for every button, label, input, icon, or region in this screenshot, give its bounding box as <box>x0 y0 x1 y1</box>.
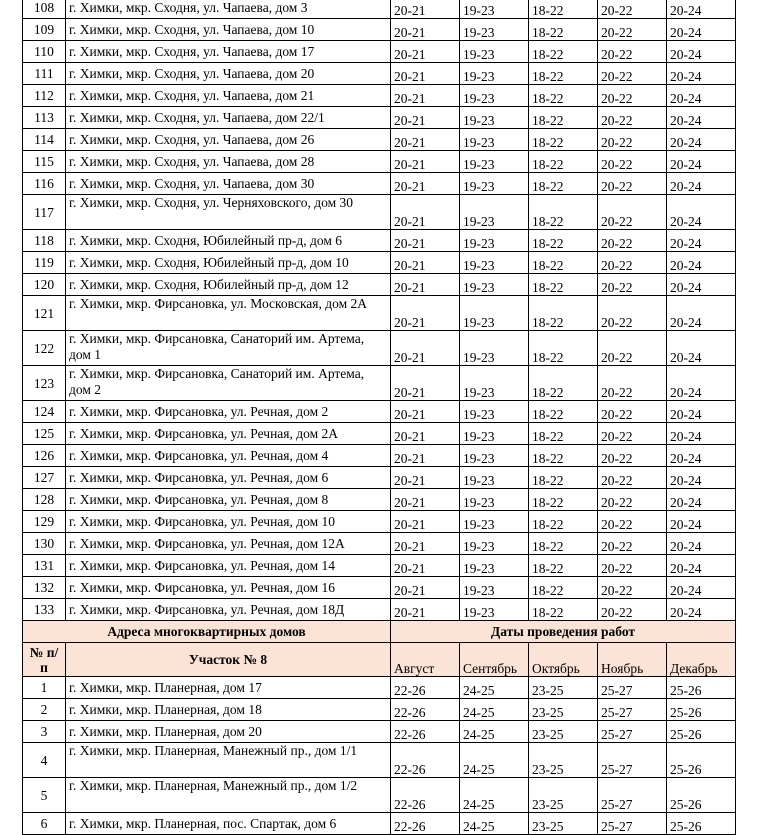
date-cell: 20-21 <box>391 511 460 533</box>
date-cell: 20-24 <box>667 63 736 85</box>
date-cell: 19-23 <box>460 63 529 85</box>
date-cell: 20-24 <box>667 331 736 366</box>
date-cell: 18-22 <box>529 230 598 252</box>
date-cell: 24-25 <box>460 743 529 778</box>
date-cell: 25-27 <box>598 743 667 778</box>
address-cell: г. Химки, мкр. Фирсановка, ул. Речная, дом 2 <box>66 401 391 423</box>
date-cell: 20-22 <box>598 19 667 41</box>
date-cell: 20-22 <box>598 331 667 366</box>
date-cell: 18-22 <box>529 489 598 511</box>
row-number: 115 <box>23 151 66 173</box>
date-cell: 18-22 <box>529 195 598 230</box>
date-cell: 20-21 <box>391 577 460 599</box>
address-cell: г. Химки, мкр. Фирсановка, ул. Речная, дом 10 <box>66 511 391 533</box>
date-cell: 23-25 <box>529 813 598 835</box>
table-row <box>23 467 736 489</box>
date-cell: 20-21 <box>391 151 460 173</box>
address-cell: г. Химки, мкр. Сходня, ул. Чапаева, дом 28 <box>66 151 391 173</box>
date-cell: 20-21 <box>391 19 460 41</box>
date-cell: 20-22 <box>598 173 667 195</box>
date-cell: 20-22 <box>598 599 667 621</box>
address-cell: г. Химки, мкр. Сходня, ул. Чапаева, дом 20 <box>66 63 391 85</box>
address-cell: г. Химки, мкр. Сходня, ул. Чапаева, дом 10 <box>66 19 391 41</box>
date-cell: 22-26 <box>391 743 460 778</box>
date-cell: 24-25 <box>460 677 529 699</box>
address-cell: г. Химки, мкр. Планерная, дом 17 <box>66 677 391 699</box>
addresses-title: Адреса многоквартирных домов <box>23 621 391 643</box>
date-cell: 18-22 <box>529 107 598 129</box>
date-cell: 19-23 <box>460 129 529 151</box>
date-cell: 25-27 <box>598 677 667 699</box>
dates-title: Даты проведения работ <box>391 621 736 643</box>
date-cell: 20-24 <box>667 423 736 445</box>
date-cell: 19-23 <box>460 555 529 577</box>
date-cell: 20-24 <box>667 173 736 195</box>
date-cell: 20-22 <box>598 401 667 423</box>
address-cell: г. Химки, мкр. Сходня, ул. Чапаева, дом 21 <box>66 85 391 107</box>
date-cell: 18-22 <box>529 331 598 366</box>
date-cell: 25-26 <box>667 677 736 699</box>
table-row <box>23 331 736 366</box>
date-cell: 20-24 <box>667 151 736 173</box>
address-cell: г. Химки, мкр. Фирсановка, ул. Речная, дом 8 <box>66 489 391 511</box>
row-number: 5 <box>23 778 66 813</box>
date-cell: 18-22 <box>529 63 598 85</box>
date-cell: 19-23 <box>460 366 529 401</box>
row-number: 3 <box>23 721 66 743</box>
row-number: 117 <box>23 195 66 230</box>
date-cell: 20-24 <box>667 401 736 423</box>
date-cell: 20-22 <box>598 296 667 331</box>
date-cell: 20-21 <box>391 41 460 63</box>
date-cell: 20-21 <box>391 230 460 252</box>
date-cell: 23-25 <box>529 699 598 721</box>
date-cell: 20-24 <box>667 230 736 252</box>
table-row <box>23 511 736 533</box>
table-row <box>23 151 736 173</box>
month-header: Сентябрь <box>460 643 529 677</box>
row-number: 116 <box>23 173 66 195</box>
date-cell: 20-22 <box>598 555 667 577</box>
table-row <box>23 366 736 401</box>
date-cell: 20-22 <box>598 577 667 599</box>
row-number: 114 <box>23 129 66 151</box>
date-cell: 19-23 <box>460 445 529 467</box>
date-cell: 19-23 <box>460 423 529 445</box>
table-row <box>23 195 736 230</box>
date-cell: 20-22 <box>598 467 667 489</box>
row-number: 129 <box>23 511 66 533</box>
address-cell: г. Химки, мкр. Фирсановка, ул. Речная, дом 6 <box>66 467 391 489</box>
address-cell: г. Химки, мкр. Планерная, Манежный пр., дом 1/2 <box>66 778 391 813</box>
date-cell: 20-24 <box>667 555 736 577</box>
date-cell: 20-21 <box>391 331 460 366</box>
date-cell: 20-22 <box>598 274 667 296</box>
row-number: 131 <box>23 555 66 577</box>
date-cell: 20-21 <box>391 195 460 230</box>
date-cell: 19-23 <box>460 296 529 331</box>
date-cell: 25-27 <box>598 699 667 721</box>
date-cell: 20-24 <box>667 577 736 599</box>
schedule-table <box>22 0 736 835</box>
table-row <box>23 41 736 63</box>
date-cell: 20-21 <box>391 555 460 577</box>
table-row <box>23 230 736 252</box>
address-cell: г. Химки, мкр. Сходня, ул. Чапаева, дом 3 <box>66 0 391 19</box>
table-row <box>23 401 736 423</box>
address-cell: г. Химки, мкр. Планерная, дом 18 <box>66 699 391 721</box>
date-cell: 20-22 <box>598 63 667 85</box>
date-cell: 20-22 <box>598 41 667 63</box>
date-cell: 20-21 <box>391 489 460 511</box>
table-row <box>23 173 736 195</box>
date-cell: 20-22 <box>598 489 667 511</box>
date-cell: 20-21 <box>391 533 460 555</box>
row-number: 122 <box>23 331 66 366</box>
date-cell: 20-21 <box>391 296 460 331</box>
address-cell: г. Химки, мкр. Сходня, Юбилейный пр-д, дом 12 <box>66 274 391 296</box>
date-cell: 20-24 <box>667 599 736 621</box>
date-cell: 22-26 <box>391 778 460 813</box>
address-cell: г. Химки, мкр. Фирсановка, ул. Речная, дом 4 <box>66 445 391 467</box>
row-number: 128 <box>23 489 66 511</box>
date-cell: 20-21 <box>391 63 460 85</box>
date-cell: 22-26 <box>391 699 460 721</box>
address-cell: г. Химки, мкр. Планерная, пос. Спартак, дом 6 <box>66 813 391 835</box>
date-cell: 20-22 <box>598 0 667 19</box>
row-number: 118 <box>23 230 66 252</box>
row-number: 2 <box>23 699 66 721</box>
num-column-header: № п/п <box>23 643 66 677</box>
date-cell: 19-23 <box>460 252 529 274</box>
address-cell: г. Химки, мкр. Фирсановка, ул. Речная, дом 16 <box>66 577 391 599</box>
table-row <box>23 107 736 129</box>
date-cell: 18-22 <box>529 274 598 296</box>
date-cell: 20-21 <box>391 85 460 107</box>
date-cell: 20-24 <box>667 252 736 274</box>
row-number: 132 <box>23 577 66 599</box>
table-row <box>23 721 736 743</box>
date-cell: 19-23 <box>460 85 529 107</box>
date-cell: 18-22 <box>529 577 598 599</box>
date-cell: 19-23 <box>460 533 529 555</box>
date-cell: 20-24 <box>667 511 736 533</box>
date-cell: 20-22 <box>598 445 667 467</box>
table-row <box>23 0 736 19</box>
date-cell: 19-23 <box>460 331 529 366</box>
date-cell: 23-25 <box>529 677 598 699</box>
address-cell: г. Химки, мкр. Фирсановка, ул. Речная, дом 18Д <box>66 599 391 621</box>
row-number: 120 <box>23 274 66 296</box>
address-cell: г. Химки, мкр. Сходня, ул. Чапаева, дом 22/1 <box>66 107 391 129</box>
date-cell: 19-23 <box>460 274 529 296</box>
date-cell: 20-24 <box>667 533 736 555</box>
date-cell: 18-22 <box>529 511 598 533</box>
date-cell: 20-24 <box>667 296 736 331</box>
row-number: 110 <box>23 41 66 63</box>
date-cell: 20-24 <box>667 489 736 511</box>
table-row <box>23 577 736 599</box>
date-cell: 18-22 <box>529 151 598 173</box>
date-cell: 19-23 <box>460 195 529 230</box>
row-number: 4 <box>23 743 66 778</box>
address-cell: г. Химки, мкр. Сходня, ул. Чапаева, дом 30 <box>66 173 391 195</box>
date-cell: 25-27 <box>598 778 667 813</box>
address-cell: г. Химки, мкр. Планерная, Манежный пр., дом 1/1 <box>66 743 391 778</box>
date-cell: 20-22 <box>598 511 667 533</box>
date-cell: 25-26 <box>667 699 736 721</box>
row-number: 6 <box>23 813 66 835</box>
table-row <box>23 252 736 274</box>
table-row <box>23 743 736 778</box>
date-cell: 22-26 <box>391 677 460 699</box>
date-cell: 20-21 <box>391 274 460 296</box>
table-row <box>23 677 736 699</box>
table-row <box>23 296 736 331</box>
date-cell: 24-25 <box>460 813 529 835</box>
date-cell: 18-22 <box>529 0 598 19</box>
date-cell: 19-23 <box>460 0 529 19</box>
date-cell: 20-21 <box>391 445 460 467</box>
table-body-bottom <box>23 677 736 835</box>
date-cell: 20-22 <box>598 366 667 401</box>
address-cell: г. Химки, мкр. Сходня, ул. Чапаева, дом 26 <box>66 129 391 151</box>
date-cell: 24-25 <box>460 699 529 721</box>
date-cell: 19-23 <box>460 173 529 195</box>
date-cell: 18-22 <box>529 296 598 331</box>
row-number: 108 <box>23 0 66 19</box>
section-title: Участок № 8 <box>66 643 391 677</box>
date-cell: 20-22 <box>598 85 667 107</box>
row-number: 124 <box>23 401 66 423</box>
address-cell: г. Химки, мкр. Фирсановка, ул. Речная, дом 12А <box>66 533 391 555</box>
row-number: 109 <box>23 19 66 41</box>
address-cell: г. Химки, мкр. Фирсановка, Санаторий им. Артема, дом 1 <box>66 331 391 366</box>
date-cell: 20-21 <box>391 129 460 151</box>
table-row <box>23 274 736 296</box>
table-row <box>23 599 736 621</box>
address-cell: г. Химки, мкр. Фирсановка, ул. Речная, дом 14 <box>66 555 391 577</box>
table-row <box>23 489 736 511</box>
date-cell: 18-22 <box>529 599 598 621</box>
table-row <box>23 533 736 555</box>
address-cell: г. Химки, мкр. Фирсановка, ул. Речная, дом 2А <box>66 423 391 445</box>
date-cell: 23-25 <box>529 721 598 743</box>
row-number: 113 <box>23 107 66 129</box>
date-cell: 24-25 <box>460 721 529 743</box>
date-cell: 25-27 <box>598 813 667 835</box>
date-cell: 20-21 <box>391 467 460 489</box>
table-body-top <box>23 0 736 621</box>
date-cell: 20-24 <box>667 19 736 41</box>
address-cell: г. Химки, мкр. Фирсановка, Санаторий им. Артема, дом 2 <box>66 366 391 401</box>
date-cell: 19-23 <box>460 401 529 423</box>
table-row <box>23 699 736 721</box>
date-cell: 18-22 <box>529 252 598 274</box>
date-cell: 18-22 <box>529 366 598 401</box>
date-cell: 20-21 <box>391 423 460 445</box>
date-cell: 20-24 <box>667 445 736 467</box>
table-row <box>23 85 736 107</box>
date-cell: 20-24 <box>667 129 736 151</box>
row-number: 111 <box>23 63 66 85</box>
row-number: 130 <box>23 533 66 555</box>
date-cell: 23-25 <box>529 778 598 813</box>
month-header: Август <box>391 643 460 677</box>
date-cell: 19-23 <box>460 107 529 129</box>
date-cell: 18-22 <box>529 41 598 63</box>
date-cell: 25-26 <box>667 813 736 835</box>
date-cell: 20-21 <box>391 107 460 129</box>
date-cell: 20-24 <box>667 467 736 489</box>
date-cell: 19-23 <box>460 577 529 599</box>
date-cell: 19-23 <box>460 19 529 41</box>
date-cell: 20-22 <box>598 151 667 173</box>
date-cell: 18-22 <box>529 19 598 41</box>
date-cell: 20-24 <box>667 366 736 401</box>
date-cell: 18-22 <box>529 129 598 151</box>
date-cell: 19-23 <box>460 151 529 173</box>
date-cell: 18-22 <box>529 533 598 555</box>
row-number: 123 <box>23 366 66 401</box>
date-cell: 20-21 <box>391 252 460 274</box>
date-cell: 20-21 <box>391 0 460 19</box>
date-cell: 19-23 <box>460 599 529 621</box>
date-cell: 20-22 <box>598 423 667 445</box>
date-cell: 20-24 <box>667 85 736 107</box>
date-cell: 20-21 <box>391 366 460 401</box>
date-cell: 20-24 <box>667 195 736 230</box>
row-number: 119 <box>23 252 66 274</box>
table-row <box>23 423 736 445</box>
date-cell: 20-22 <box>598 129 667 151</box>
date-cell: 20-24 <box>667 107 736 129</box>
row-number: 121 <box>23 296 66 331</box>
date-cell: 18-22 <box>529 467 598 489</box>
date-cell: 20-24 <box>667 0 736 19</box>
table-row <box>23 445 736 467</box>
date-cell: 20-22 <box>598 107 667 129</box>
table-row <box>23 19 736 41</box>
date-cell: 19-23 <box>460 41 529 63</box>
date-cell: 24-25 <box>460 778 529 813</box>
row-number: 133 <box>23 599 66 621</box>
date-cell: 25-26 <box>667 778 736 813</box>
date-cell: 20-24 <box>667 274 736 296</box>
table-row <box>23 555 736 577</box>
date-cell: 20-24 <box>667 41 736 63</box>
date-cell: 20-22 <box>598 252 667 274</box>
section-header <box>23 621 736 677</box>
month-header: Ноябрь <box>598 643 667 677</box>
date-cell: 19-23 <box>460 489 529 511</box>
date-cell: 18-22 <box>529 555 598 577</box>
date-cell: 19-23 <box>460 467 529 489</box>
date-cell: 20-22 <box>598 533 667 555</box>
address-cell: г. Химки, мкр. Планерная, дом 20 <box>66 721 391 743</box>
address-cell: г. Химки, мкр. Сходня, Юбилейный пр-д, дом 10 <box>66 252 391 274</box>
row-number: 125 <box>23 423 66 445</box>
date-cell: 18-22 <box>529 85 598 107</box>
date-cell: 25-26 <box>667 743 736 778</box>
date-cell: 18-22 <box>529 173 598 195</box>
table-row <box>23 813 736 835</box>
date-cell: 19-23 <box>460 511 529 533</box>
row-number: 112 <box>23 85 66 107</box>
date-cell: 22-26 <box>391 721 460 743</box>
date-cell: 20-21 <box>391 173 460 195</box>
table-row <box>23 778 736 813</box>
date-cell: 20-22 <box>598 195 667 230</box>
date-cell: 18-22 <box>529 401 598 423</box>
date-cell: 18-22 <box>529 445 598 467</box>
date-cell: 20-22 <box>598 230 667 252</box>
date-cell: 19-23 <box>460 230 529 252</box>
table-row <box>23 129 736 151</box>
row-number: 126 <box>23 445 66 467</box>
date-cell: 18-22 <box>529 423 598 445</box>
date-cell: 25-27 <box>598 721 667 743</box>
table-row <box>23 63 736 85</box>
address-cell: г. Химки, мкр. Сходня, ул. Черняховского, дом 30 <box>66 195 391 230</box>
date-cell: 22-26 <box>391 813 460 835</box>
address-cell: г. Химки, мкр. Фирсановка, ул. Московская, дом 2А <box>66 296 391 331</box>
row-number: 127 <box>23 467 66 489</box>
month-header: Октябрь <box>529 643 598 677</box>
date-cell: 20-21 <box>391 599 460 621</box>
address-cell: г. Химки, мкр. Сходня, ул. Чапаева, дом 17 <box>66 41 391 63</box>
date-cell: 23-25 <box>529 743 598 778</box>
date-cell: 20-21 <box>391 401 460 423</box>
month-header: Декабрь <box>667 643 736 677</box>
row-number: 1 <box>23 677 66 699</box>
address-cell: г. Химки, мкр. Сходня, Юбилейный пр-д, дом 6 <box>66 230 391 252</box>
date-cell: 25-26 <box>667 721 736 743</box>
